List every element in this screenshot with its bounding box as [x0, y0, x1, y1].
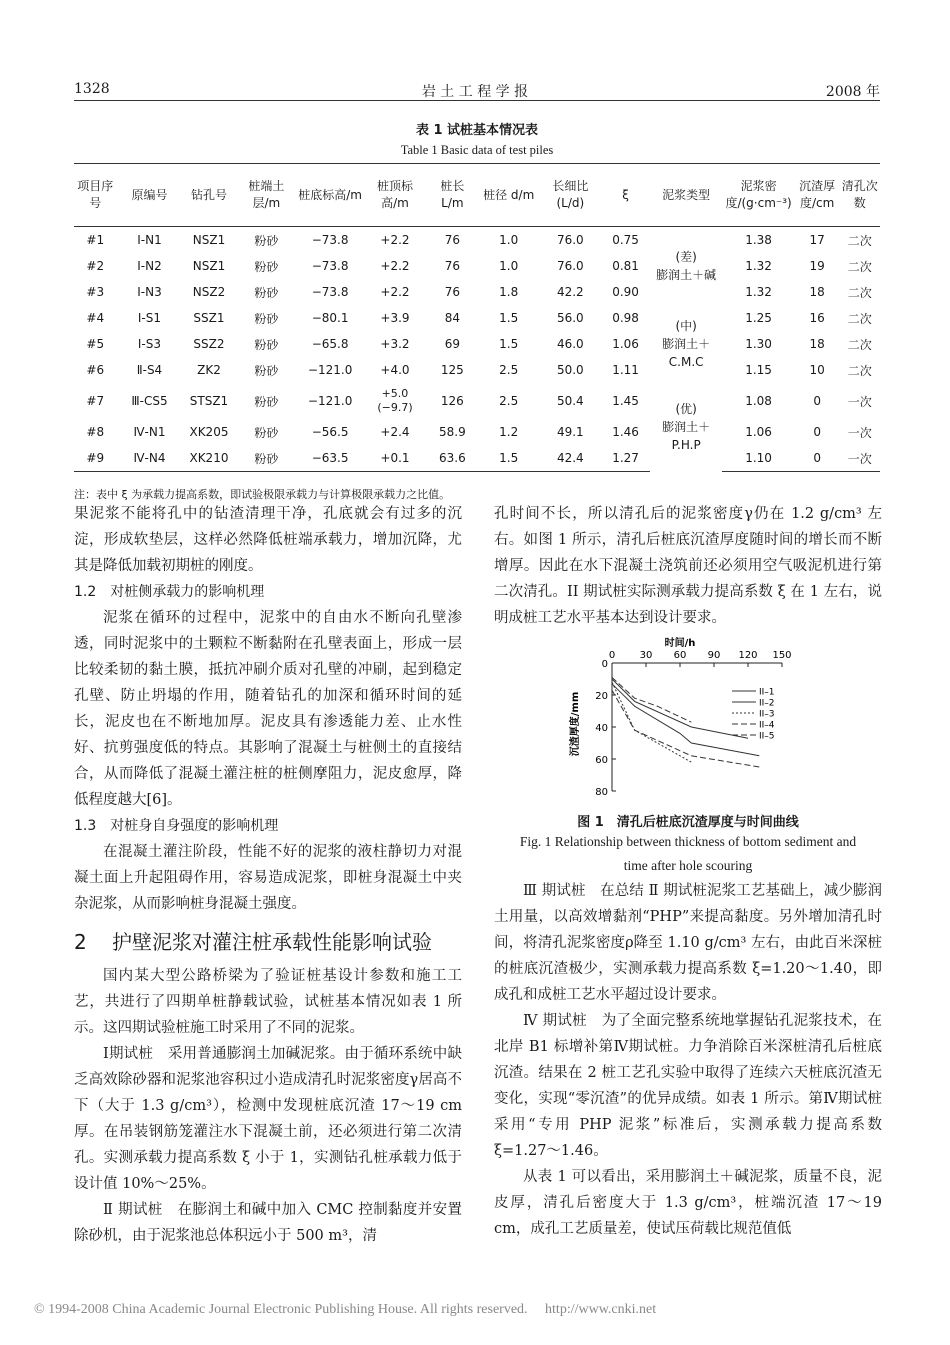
- table-cell-hole: SSZ1: [193, 311, 225, 325]
- table-cell-times: 二次: [847, 337, 872, 352]
- table-cell-no: #2: [86, 259, 105, 273]
- table-cell-no: #8: [86, 425, 105, 439]
- table-cell-orig: Ⅰ-N1: [137, 233, 162, 247]
- table-cell-dia: 1.0: [499, 233, 519, 247]
- table-cell-length: 76: [444, 259, 460, 273]
- table-cell-orig: Ⅰ-S3: [137, 337, 162, 351]
- right-column-top: [494, 501, 882, 631]
- mud-type-text: P.H.P: [671, 438, 701, 453]
- table-cell-length: 76: [444, 285, 460, 299]
- table-row: [74, 357, 880, 383]
- table-row: [74, 383, 880, 419]
- table-cell-hole: NSZ1: [192, 233, 226, 247]
- section-title: 护壁泥浆对灌注桩承载性能影响试验: [112, 930, 432, 954]
- mud-type-text: (优): [675, 402, 697, 417]
- paragraph: 国内某大型公路桥梁为了验证桩基设计参数和施工工艺，共进行了四期单桩静载试验，试桩基本情况如表 1 所示。这四期试验桩施工时采用了不同的泥浆。: [74, 968, 462, 1036]
- cell-value-secondary: (−9.7): [377, 401, 413, 414]
- table-cell-dia: 1.5: [499, 311, 519, 325]
- table-cell-soil: 粉砂: [254, 363, 279, 378]
- y-tick-label: 20: [595, 691, 608, 702]
- table-cell-ratio: 42.4: [540, 445, 602, 472]
- table-cell-times: 一次: [840, 445, 881, 472]
- legend-label: II–1: [759, 687, 775, 698]
- legend-label: II–4: [759, 720, 775, 731]
- issue-year: 2008 年: [825, 84, 880, 100]
- col-header-no: 项目序号: [74, 164, 117, 227]
- header-rule: [74, 100, 880, 101]
- mud-type-cell: [650, 383, 722, 472]
- table-cell-dia: 1.2: [499, 425, 519, 439]
- col-header-hole: 钻孔号: [182, 164, 235, 227]
- table-row: [74, 227, 880, 254]
- y-axis-label: 沉渣厚度/mm: [570, 691, 581, 757]
- x-tick-label: 90: [707, 650, 721, 661]
- table-cell-sediment: 0: [813, 425, 821, 439]
- table-cell-top: +2.2: [380, 259, 410, 273]
- table-cell-no: #9: [74, 445, 117, 472]
- col-header-soil: 桩端土层/m: [236, 164, 298, 227]
- table-cell-top: +2.2: [380, 285, 410, 299]
- table-cell-density: 1.10: [722, 445, 795, 472]
- col-header-top: 桩顶标高/m: [363, 164, 427, 227]
- table-cell-no: #1: [86, 233, 105, 247]
- x-tick-label: 60: [673, 650, 687, 661]
- table-cell-times: 二次: [847, 363, 872, 378]
- table-cell-sediment: 18: [809, 337, 825, 351]
- sediment-chart: [560, 636, 800, 806]
- col-header-sediment: 沉渣厚度/cm: [795, 164, 840, 227]
- section-heading-1-2: 1.2 对桩侧承载力的影响机理: [74, 584, 265, 600]
- table-cell-hole: XK205: [189, 425, 229, 439]
- table-cell-top: +3.9: [380, 311, 410, 325]
- paragraph: 从表 1 可以看出，采用膨润土＋碱泥浆，质量不良，泥皮厚，清孔后密度大于 1.3 g/cm³，桩端沉渣 17～19 cm，成孔工艺质量差，使试压荷载比规范值低: [494, 1169, 882, 1237]
- mud-type-cell: [650, 305, 722, 383]
- table-cell-length: 126: [440, 394, 464, 408]
- table-cell-hole: STSZ1: [189, 394, 229, 408]
- paragraph: Ⅲ 期试桩 在总结 Ⅱ 期试桩泥浆工艺基础上，减少膨润土用量，以高效增黏剂“PHP”来提高黏度。另外增加清孔时间，将清孔泥浆密度ρ降至 1.10 g/cm³ 左右，由此百米深桩的桩底沉渣极少，实测承载力提高系数 ξ=1.20～1.40，即成孔和成桩工艺水平超过设计要求。: [494, 883, 882, 1003]
- table-cell-times: 一次: [847, 394, 872, 409]
- table-cell-density: 1.15: [745, 363, 772, 377]
- table-cell-length: 63.6: [427, 445, 478, 472]
- x-axis-label: 时间/h: [664, 638, 696, 649]
- table-cell-top: [363, 383, 427, 419]
- col-header-length: 桩长 L/m: [427, 164, 478, 227]
- table-cell-times: 一次: [847, 425, 872, 440]
- table-cell-soil: 粉砂: [254, 285, 279, 300]
- table-cell-xi: 0.81: [612, 259, 639, 273]
- table-cell-dia: 1.5: [478, 445, 540, 472]
- table-cell-bottom: −56.5: [311, 425, 349, 439]
- table-cell-dia: 2.5: [499, 363, 519, 377]
- table-cell-soil: 粉砂: [236, 445, 298, 472]
- table-cell-bottom: −73.8: [311, 259, 349, 273]
- section-heading-2: [74, 927, 462, 957]
- table-cell-hole: SSZ2: [193, 337, 225, 351]
- col-header-times: 清孔次数: [840, 164, 881, 227]
- table-cell-times: 二次: [847, 233, 872, 248]
- table-cell-orig: Ⅳ-N4: [117, 445, 183, 472]
- table-cell-orig: Ⅳ-N1: [133, 425, 166, 439]
- x-tick-label: 0: [608, 650, 616, 661]
- table-row: [74, 419, 880, 445]
- table-cell-density: 1.30: [745, 337, 772, 351]
- table-cell-xi: 1.06: [612, 337, 639, 351]
- table-row: [74, 331, 880, 357]
- table-cell-no: #3: [86, 285, 105, 299]
- table-cell-ratio: 56.0: [556, 311, 584, 325]
- table-cell-ratio: 46.0: [556, 337, 584, 351]
- col-header-dia: 桩径 d/m: [478, 164, 540, 227]
- table-cell-orig: Ⅲ-CS5: [131, 394, 168, 408]
- table-cell-hole: NSZ2: [192, 285, 226, 299]
- table-cell-bottom: −80.1: [311, 311, 349, 325]
- col-header-ratio: 长细比(L/d): [540, 164, 602, 227]
- paragraph: 孔时间不长，所以清孔后的泥浆密度γ仍在 1.2 g/cm³ 左右。如图 1 所示，清孔后桩底沉渣厚度随时间的增长而不断增厚。因此在水下混凝土浇筑前还必须用空气吸泥机进行第二次清孔。II 期试桩实际测承载力提高系数 ξ 在 1 左右，说明成桩工艺水平基本达到设计要求。: [494, 506, 882, 626]
- table-cell-top: +4.0: [380, 363, 410, 377]
- mud-type-text: C.M.C: [668, 355, 704, 369]
- table-cell-length: 84: [444, 311, 460, 325]
- table-cell-ratio: 76.0: [556, 233, 584, 247]
- table-cell-hole: XK210: [182, 445, 235, 472]
- mud-type-text: 膨润土＋: [662, 420, 711, 435]
- col-header-bottom: 桩底标高/m: [297, 164, 363, 227]
- table-cell-soil: 粉砂: [254, 425, 279, 440]
- figure-caption-en: Fig. 1 Relationship between thickness of bottom sediment and: [519, 834, 857, 849]
- table-cell-xi: 0.98: [612, 311, 639, 325]
- figure-caption-en-2: time after hole scouring: [623, 858, 753, 873]
- table-cell-dia: 1.8: [499, 285, 519, 299]
- table-cell-soil: 粉砂: [254, 337, 279, 352]
- table-cell-orig: Ⅰ-N3: [137, 285, 162, 299]
- table-cell-xi: 1.27: [601, 445, 650, 472]
- table-cell-length: 69: [444, 337, 460, 351]
- table-cell-orig: Ⅰ-S1: [137, 311, 162, 325]
- paragraph: 果泥浆不能将孔中的钻渣清理干净，孔底就会有过多的沉淀，形成软垫层，这样必然降低桩端承载力，增加沉降，尤其是降低加载初期桩的刚度。: [74, 506, 462, 574]
- paragraph: 泥浆在循环的过程中，泥浆中的自由水不断向孔壁渗透，同时泥浆中的土颗粒不断黏附在孔壁表面上，形成一层比较柔韧的黏土膜，抵抗冲刷介质对孔壁的冲刷，起到稳定孔壁、防止坍塌的作用，随着钻孔的加深和循环时间的延长，泥皮也在不断地加厚。泥皮具有渗透能力差、止水性好、抗剪强度低的特点。其影响了混凝土与桩侧土的直接结合，从而降低了混凝土灌注桩的桩侧摩阻力，泥皮愈厚，降低程度越大[6]。: [74, 610, 462, 808]
- table-cell-density: 1.08: [745, 394, 772, 408]
- section-heading-1-3: 1.3 对桩身自身强度的影响机理: [74, 818, 279, 834]
- table-cell-dia: 2.5: [499, 394, 519, 408]
- table-cell-bottom: −73.8: [311, 285, 349, 299]
- table-cell-length: 76: [444, 233, 460, 247]
- x-tick-label: 150: [772, 650, 792, 661]
- y-tick-label: 60: [595, 755, 608, 766]
- table-cell-density: 1.38: [745, 233, 772, 247]
- table-row: [74, 253, 880, 279]
- table-row: [74, 279, 880, 305]
- table-caption-en: Table 1 Basic data of test piles: [400, 143, 554, 157]
- col-header-mud: 泥浆类型: [650, 164, 722, 227]
- legend-label: II–3: [759, 709, 775, 720]
- test-piles-table: [74, 163, 880, 472]
- y-tick-label: 40: [595, 723, 608, 734]
- right-column-bottom: [494, 878, 882, 1242]
- table-cell-no: #6: [86, 363, 105, 377]
- table-cell-sediment: 10: [809, 363, 825, 377]
- table-cell-orig: Ⅱ-S4: [136, 363, 163, 377]
- journal-title: 岩 土 工 程 学 报: [421, 84, 529, 100]
- table-cell-top: +3.2: [380, 337, 410, 351]
- table-cell-sediment: 0: [795, 445, 840, 472]
- figure-caption-cn: 图 1 清孔后桩底沉渣厚度与时间曲线: [577, 815, 799, 830]
- table-cell-no: #4: [86, 311, 105, 325]
- section-number: 2: [74, 930, 87, 954]
- paragraph: Ⅳ 期试桩 为了全面完整系统地掌握钻孔泥浆技术，在北岸 B1 标增补第Ⅳ期试桩。力争消除百米深桩清孔后桩底沉渣。结果在 2 桩工艺孔实验中取得了连续六天桩底沉渣无变化，实现“零沉渣”的优异成绩。如表 1 所示。第Ⅳ期试桩采用“专用 PHP 泥浆”标准后，实测承载力提高系数 ξ=1.27～1.46。: [494, 1013, 882, 1159]
- table-cell-xi: 1.11: [612, 363, 639, 377]
- table-cell-ratio: 49.1: [556, 425, 584, 439]
- table-cell-sediment: 18: [809, 285, 825, 299]
- table-cell-dia: 1.5: [499, 337, 519, 351]
- table-cell-ratio: 76.0: [556, 259, 584, 273]
- table-cell-top: +2.4: [380, 425, 410, 439]
- table-cell-ratio: 42.2: [556, 285, 584, 299]
- table-cell-no: #7: [86, 394, 105, 408]
- mud-type-text: (中): [675, 319, 697, 333]
- table-cell-bottom: −121.0: [307, 394, 353, 408]
- table-cell-soil: 粉砂: [254, 259, 279, 274]
- table-cell-sediment: 16: [809, 311, 825, 325]
- table-cell-sediment: 19: [809, 259, 825, 273]
- table-cell-times: 二次: [847, 259, 872, 274]
- col-header-xi: ξ: [601, 164, 650, 227]
- paragraph: Ⅰ期试桩 采用普通膨润土加碱泥浆。由于循环系统中缺乏高效除砂器和泥浆池容积过小造成清孔时泥浆密度γ居高不下（大于 1.3 g/cm³），检测中发现桩底沉渣 17～19 cm 厚。在吊装钢筋笼灌注水下混凝土前，还必须进行第二次清孔。实测承载力提高系数 ξ 小于 1，实测钻孔桩承载力低于设计值 10%～25%。: [74, 1046, 462, 1192]
- col-header-orig: 原编号: [117, 164, 183, 227]
- table-cell-xi: 1.45: [612, 394, 639, 408]
- table-cell-xi: 0.75: [612, 233, 639, 247]
- col-header-density: 泥浆密度/(g·cm⁻³): [722, 164, 795, 227]
- paragraph: Ⅱ 期试桩 在膨润土和碱中加入 CMC 控制黏度并安置除砂机，由于泥浆池总体积远小于 500 m³，清: [74, 1202, 462, 1244]
- series-line-5: [612, 677, 691, 722]
- table-cell-sediment: 0: [813, 394, 821, 408]
- paragraph: 在混凝土灌注阶段，性能不好的泥浆的液柱静切力对混凝土面上升起阻碍作用，容易造成泥浆，即桩身混凝土中夹杂泥浆，从而影响桩身混凝土强度。: [74, 844, 462, 912]
- table-cell-ratio: 50.4: [556, 394, 584, 408]
- table-cell-soil: 粉砂: [254, 233, 279, 248]
- x-tick-label: 120: [738, 650, 758, 661]
- table-cell-length: 58.9: [438, 425, 466, 439]
- mud-type-text: (差): [675, 250, 697, 264]
- table-cell-density: 1.25: [745, 311, 772, 325]
- table-cell-soil: 粉砂: [254, 394, 279, 409]
- table-cell-xi: 1.46: [612, 425, 639, 439]
- legend-label: II–2: [759, 698, 775, 709]
- table-cell-density: 1.32: [745, 285, 772, 299]
- mud-type-text: 膨润土＋: [662, 337, 711, 351]
- y-tick-label: 0: [601, 659, 608, 670]
- table-cell-top: +2.2: [380, 233, 410, 247]
- y-tick-label: 80: [595, 787, 608, 798]
- table-row: [74, 305, 880, 331]
- table-cell-top: +0.1: [363, 445, 427, 472]
- table-note: 注：表中 ξ 为承载力提高系数，即试验极限承载力与计算极限承载力之比值。: [74, 488, 451, 501]
- table-cell-bottom: −63.5: [297, 445, 363, 472]
- table-cell-no: #5: [86, 337, 105, 351]
- table-cell-bottom: −121.0: [307, 363, 353, 377]
- x-tick-label: 30: [639, 650, 653, 661]
- table-cell-bottom: −73.8: [311, 233, 349, 247]
- table-cell-xi: 0.90: [612, 285, 639, 299]
- table-cell-hole: NSZ1: [192, 259, 226, 273]
- legend-label: II–5: [759, 731, 775, 742]
- copyright-footer: © 1994-2008 China Academic Journal Electronic Publishing House. All rights reserved. http://www.cnki.net: [34, 1302, 657, 1317]
- table-cell-density: 1.06: [745, 425, 772, 439]
- table-cell-bottom: −65.8: [311, 337, 349, 351]
- table-row: [74, 445, 880, 472]
- series-line-1: [612, 679, 748, 738]
- table-cell-times: 二次: [847, 285, 872, 300]
- table-cell-sediment: 17: [809, 233, 825, 247]
- table-cell-density: 1.32: [745, 259, 772, 273]
- left-column: [74, 501, 462, 1249]
- mud-type-text: 膨润土＋碱: [656, 268, 717, 282]
- table-cell-soil: 粉砂: [254, 311, 279, 326]
- table-caption-cn: 表 1 试桩基本情况表: [415, 123, 539, 138]
- table-cell-dia: 1.0: [499, 259, 519, 273]
- mud-type-cell: [650, 227, 722, 306]
- table-cell-orig: Ⅰ-N2: [137, 259, 162, 273]
- table-cell-ratio: 50.0: [556, 363, 584, 377]
- table-cell-length: 125: [440, 363, 464, 377]
- cell-value: +5.0: [381, 387, 409, 400]
- page-number: 1328: [74, 81, 110, 97]
- table-cell-times: 二次: [847, 311, 872, 326]
- table-cell-hole: ZK2: [197, 363, 221, 377]
